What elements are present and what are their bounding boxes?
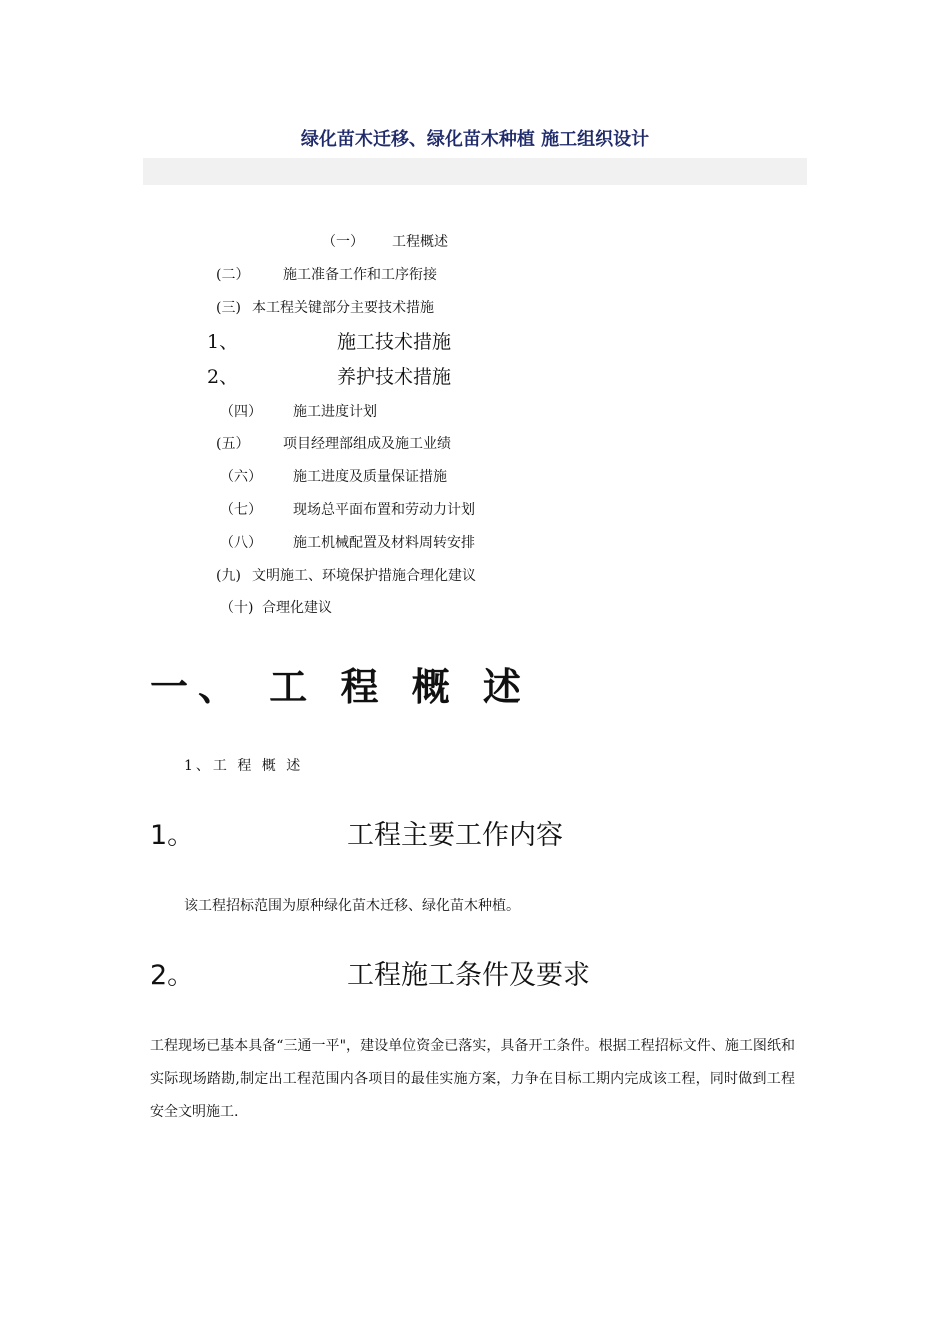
document-title: 绿化苗木迁移、绿化苗木种植 施工组织设计 [300, 129, 650, 150]
toc-num-4: 1、 [207, 331, 239, 353]
toc-num-5: 2、 [207, 366, 239, 388]
toc-num-8: （六） [220, 469, 262, 485]
toc-text-12: 合理化建议 [262, 600, 332, 616]
section-subheading: 1、工 程 概 述 [184, 758, 304, 774]
item2-paragraph: 工程现场已基本具备“三通一平"，建设单位资金已落实，具备开工条件。根据工程招标文件、施工图纸和实际现场踏勘,制定出工程范围内各项目的最佳实施方案，力争在目标工期内完成该工程，同时做到工程安全文明施工. [150, 1038, 795, 1120]
item2-number: 2。 [150, 960, 195, 991]
toc-num-10: （八） [220, 535, 262, 551]
item1-number: 1。 [150, 820, 195, 851]
toc-text-2: 施工准备工作和工序衔接 [283, 267, 437, 283]
toc-text-4: 施工技术措施 [337, 331, 452, 353]
toc-text-10: 施工机械配置及材料周转安排 [293, 535, 475, 551]
item1-paragraph: 该工程招标范围为原种绿化苗木迁移、绿化苗木种植。 [184, 898, 520, 914]
toc-num-6: （四） [220, 404, 262, 420]
toc-num-3: (三) [216, 300, 241, 316]
toc-text-9: 现场总平面布置和劳动力计划 [293, 502, 475, 518]
toc-text-1: 工程概述 [392, 234, 448, 250]
toc-text-8: 施工进度及质量保证措施 [293, 469, 447, 485]
toc-text-3: 本工程关键部分主要技术措施 [252, 300, 434, 316]
toc-num-7: (五） [216, 436, 250, 452]
section-heading: 一、 工 程 概 述 [150, 665, 531, 709]
toc-text-7: 项目经理部组成及施工业绩 [283, 436, 451, 452]
toc-num-1: （一） [322, 234, 364, 250]
toc-text-5: 养护技术措施 [337, 366, 452, 388]
toc-text-11: 文明施工、环境保护措施合理化建议 [252, 568, 476, 584]
item2-title: 工程施工条件及要求 [347, 960, 590, 991]
toc-num-9: （七） [220, 502, 262, 518]
toc-num-11: (九) [216, 568, 241, 584]
item1-title: 工程主要工作内容 [347, 820, 563, 851]
toc-text-6: 施工进度计划 [293, 404, 377, 420]
header-band [143, 158, 807, 185]
toc-num-12: （十) [220, 600, 254, 616]
toc-num-2: (二） [216, 267, 250, 283]
